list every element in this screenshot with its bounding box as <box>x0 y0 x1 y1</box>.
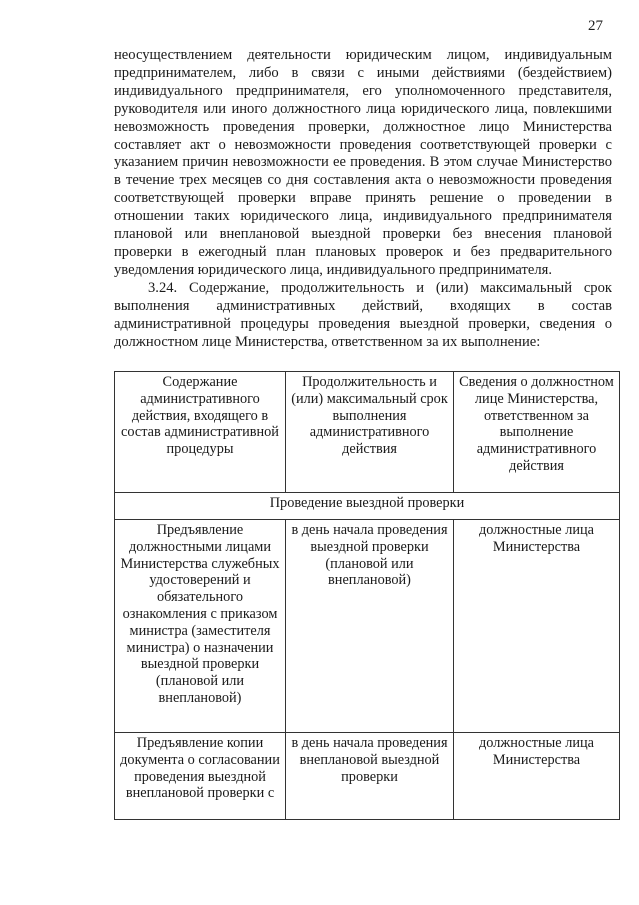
section-title: Проведение выездной проверки <box>115 493 620 520</box>
header-responsible-official: Сведения о должностном лице Министерства, ответственном за выполнение административного действия <box>454 372 620 493</box>
page-number: 27 <box>588 18 603 34</box>
procedure-table <box>114 371 620 820</box>
header-action-content: Содержание административного действия, входящего в состав административной процедуры <box>115 372 286 493</box>
cell-duration: в день начала проведения внеплановой выездной проверки <box>286 733 454 820</box>
cell-responsible: должностные лица Министерства <box>454 520 620 733</box>
table-section-row <box>115 493 620 520</box>
table-row <box>115 733 620 820</box>
cell-action: Предъявление должностными лицами Министерства служебных удостоверений и обязательного ознакомления с приказом министра (заместителя министра) о назначении выездной проверки (плановой или внеплановой) <box>115 520 286 733</box>
body-text <box>114 47 612 351</box>
paragraph-continuation: неосуществлением деятельности юридическим лицом, индивидуальным предпринимателем, либо в связи с иными действиями (бездействием) индивидуального предпринимателя, его уполномоченного представителя, руководителя или иного должностного лица юридического лица, повлекшими невозможность проведения проверки, должностное лицо Министерства составляет акт о невозможности проведения соответствующей проверки с указанием причин невозможности ее проведения. В этом случае Министерство в течение трех месяцев со дня составления акта о невозможности проведения соответствующей проверки вправе принять решение о проведении в отношении таких юридического лица, индивидуального предпринимателя плановой или внеплановой выездной проверки без внесения плановой проверки в ежегодный план плановых проверок и без предварительного уведомления юридического лица, индивидуального предпринимателя. <box>114 47 612 278</box>
cell-responsible: должностные лица Министерства <box>454 733 620 820</box>
cell-action: Предъявление копии документа о согласовании проведения выездной внеплановой проверки с <box>115 733 286 820</box>
table-header-row <box>115 372 620 493</box>
table-row <box>115 520 620 733</box>
paragraph-3-24: 3.24. Содержание, продолжительность и (или) максимальный срок выполнения административных действий, входящих в состав административной процедуры проведения выездной проверки, сведения о должностном лице Министерства, ответственном за их выполнение: <box>114 279 612 350</box>
cell-duration: в день начала проведения выездной проверки (плановой или внеплановой) <box>286 520 454 733</box>
header-duration: Продолжительность и (или) максимальный срок выполнения административного действия <box>286 372 454 493</box>
